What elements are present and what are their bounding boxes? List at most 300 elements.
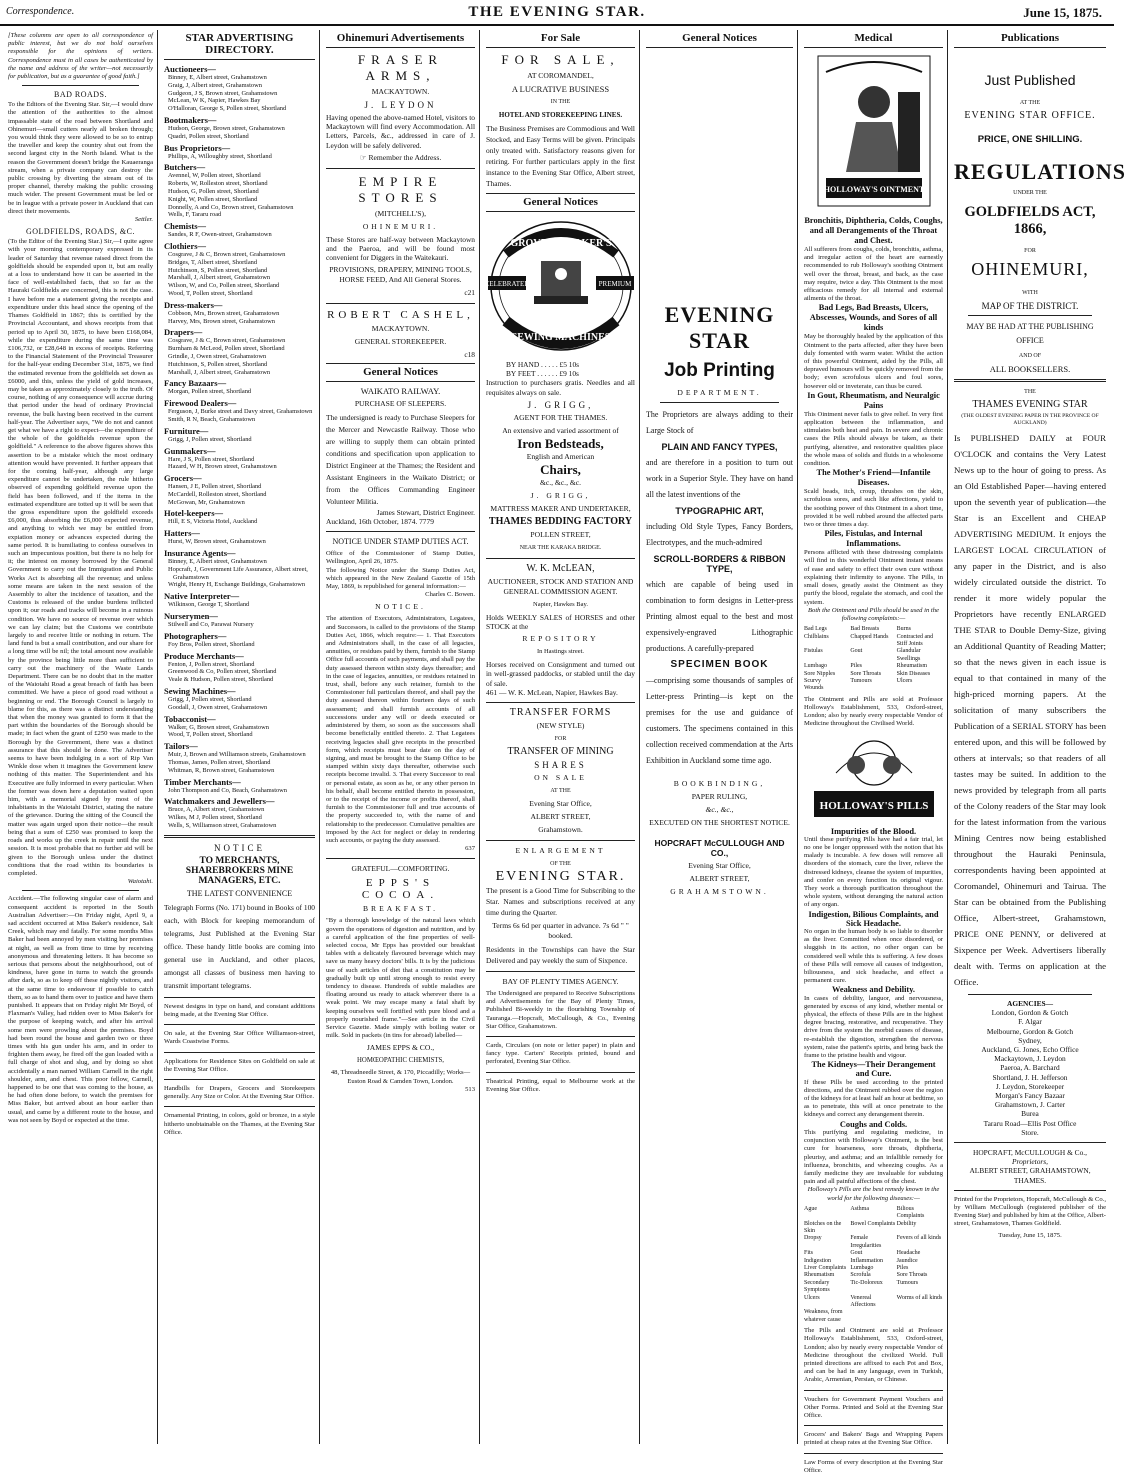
for-sale-header: For Sale	[486, 30, 635, 48]
emblem-bottom-text: SEWING MACHINES	[511, 332, 611, 343]
stamp-duties-title: NOTICE UNDER STAMP DUTIES ACT.	[332, 537, 469, 547]
empire-stores-title: EMPIRE STORES	[358, 173, 443, 205]
directory-entry: Burnham & McLeod, Pollen street, Shortland	[168, 345, 285, 353]
directory-entry: Wood, T, Pollen street, Shortland	[168, 731, 253, 739]
transfer-style: (NEW STYLE)	[536, 721, 585, 731]
letter-bad-roads-body: To the Editors of the Evening Star. Sir,—I would draw the attention of the authorities to the almost impassable state of the road between Shortland and Ohinemuri—small cutters nearly all broken through; you would think they were allowed to be so to entrap the traveller and keep the country shut out from the second largest city in the North Island. What is the reason the Government doesn't bridge the Kauaeranga stream, when a private company can destroy the public crossing by diverting the stream out of its proper channel, thereby making the public crossing much wider. The present Government must be led or be in league with a private power in Auckland that can direct their movements.	[8, 101, 153, 215]
complaint-item: Tumours	[850, 677, 872, 684]
fraser-arms-title: FRASER ARMS,	[357, 52, 444, 83]
mclean-signature: 461 — W. K. McLean, Napier, Hawkes Bay.	[486, 687, 618, 697]
for-label: FOR	[1024, 248, 1036, 254]
stamp-duties-intro: Office of the Commissioner of Stamp Duties, Wellington, April 26, 1875.	[326, 550, 475, 566]
job-body-1: The Proprietors are always adding to their Large Stock of	[646, 410, 793, 435]
telegraph-notice-subtitle: TO MERCHANTS, SHAREBROKERS MINE MANAGERS, ETC.	[185, 855, 294, 886]
sewing-price-hand: BY HAND . . . . . £5 10s	[506, 360, 580, 369]
cards-ad: Cards, Circulars (on note or letter paper) in plain and fancy type. Carters' Receipts printed, bound and perforated, Evening Star Office.	[486, 1042, 635, 1066]
job-body-3: including Old Style Types, Fancy Borders, Electrotypes, and the much-admired	[646, 522, 793, 547]
regulations-title: REGULATIONS	[954, 159, 1126, 184]
complaint-item: Indigestion	[804, 1257, 831, 1264]
pills-diseases-list	[804, 1206, 943, 1325]
emblem-left-text: CELEBRATED	[484, 280, 530, 288]
fraser-arms-remember: ☞ Remember the Address.	[359, 152, 442, 162]
directory-entry: Hutchinson, S, Pollen street, Shortland	[168, 360, 268, 368]
directory-entry: Veale & Hudson, Pollen street, Shortland	[168, 676, 274, 684]
mclean-number: 461	[486, 687, 498, 697]
directory-entry: Greenwood & Co, Pollen street, Shortland	[168, 668, 277, 676]
stamp-notice-body: The attention of Executors, Administrators, Legatees, and Successors, is called to the provisions of the Stamp Duties Act, 1866, which require:— 1. That Executors and Administrators shall, in the case of all legacies, annuities, or residues paid by them, furnish to the Stamp Office full accounts of such payments, and shall pay the duty assessed thereon within sixty days thereafter; and in the case of legacies, annuities, or residues retained in trust, shall, before any such retainer, furnish to the Commissioner full particulars thereof, and shall pay the duty assessed thereon within fourteen days of such assessment; and shall furnish accounts of all successions under any will or deeds executed or administered by them, so soon as the successors shall become beneficially entitled thereto. 2. That Legatees receiving legacies shall give receipts in the prescribed form, which receipts must bear date on the day of signing, and must be brought to the Stamp Office to be stamped within sixty days thereafter, otherwise such receipts become invalid. 3. That every Successor to real or personal estate, as soon as he, or any other person in his behalf, shall become entitled thereto in possession, or to the receipt of the income or profits thereof, shall furnish to the Commissioner full and true accounts of the property succeeded to, with the name of and relationship to the predecessor. Cumulative penalties are imposed by the Act for neglect or delay in rendering such accounts, or paying the duty assessed.	[326, 615, 475, 844]
ohinemuri-header: Ohinemuri Advertisements	[326, 30, 475, 48]
waikato-railway-title: WAIKATO RAILWAY.	[360, 385, 441, 396]
complaint-item: Liver Complaints	[804, 1264, 847, 1271]
complaint-item: Debility	[896, 1220, 917, 1227]
complaint-item: Worms of all kinds	[896, 1294, 943, 1301]
epps-subtitle: BREAKFAST.	[362, 904, 439, 914]
directory-entry: Binney, E, Albert street, Grahamstown	[168, 558, 267, 566]
specimen-book: SPECIMEN BOOK	[670, 659, 769, 670]
proprietor-town: THAMES.	[1013, 1175, 1047, 1185]
stamp-notice-number: 637	[465, 845, 475, 853]
complaint-item: Lumbago	[804, 663, 827, 670]
pills-para-4: If these Pills be used according to the printed directions, and the Ointment rubbed over the region of the kidneys for at least half an hour at bedtime, so as to penetrate, this will at once penetrate to the kidneys and correct any derangement therein.	[804, 1078, 943, 1119]
complaint-item: Piles	[850, 663, 862, 670]
medical-para-4: Scald heads, itch, croup, thrushes on the skin, scrofulous sores, and such like affections, yield to the soothing power of this Ointment in a short time, provided it be well rubbed around the affected parts two or three times a day.	[804, 488, 943, 529]
directory-category: Bootmakers—	[164, 114, 217, 125]
cashel-title: ROBERT CASHEL,	[327, 308, 474, 321]
directory-entry: Stilwell and Co, Parawai Nursery	[168, 621, 254, 629]
letter-bad-roads-title: BAD ROADS.	[53, 90, 107, 100]
stamp-notice-word: NOTICE.	[375, 602, 426, 612]
holloway-ointment-emblem	[806, 52, 942, 212]
complaint-item: Fevers of all kinds	[896, 1235, 942, 1242]
complaint-item: Piles	[896, 1264, 909, 1271]
cashel-place: MACKAYTOWN.	[371, 323, 430, 333]
agency-line: Melbourne, Gordon & Gotch	[986, 1026, 1074, 1036]
job-etc: &c., &c.,	[705, 805, 734, 814]
directory-entry: McLean, W K, Napier, Hawkes Bay	[168, 97, 261, 105]
directory-entry: Hare, J S, Pollen street, Shortland	[168, 455, 255, 463]
vouchers-ad: Vouchers for Government Payment Vouchers and Other Forms. Printed and Sold at the Evening Star Office.	[804, 1395, 943, 1420]
job-street: ALBERT STREET,	[689, 874, 750, 883]
proprietor-address: ALBERT STREET, GRAHAMSTOWN,	[969, 1166, 1091, 1176]
grigg-agent: AGENT FOR THE THAMES.	[513, 412, 608, 422]
and-of: AND OF	[1018, 353, 1042, 359]
complaint-item: Gout	[850, 648, 863, 655]
medical-para-1: All sufferers from coughs, colds, bronchitis, asthma, and irregular action of the heart are earnestly recommended to rub Holloway's soothing Ointment well over the throat, breast, and back, as the case may require, twice a day. This Ointment is the most efficacious remedy for all internal and external ailments of the throat.	[804, 246, 943, 303]
cashel-number: c18	[464, 349, 475, 359]
pills-heading-4: The Kidneys—Their Derangement and Cure.	[811, 1060, 936, 1079]
paper-ruling: PAPER RULING,	[691, 792, 748, 801]
directory-entry: Grigg, J, Pollen street, Shortland	[168, 435, 252, 443]
directory-entry: Hutchinson, S, Pollen street, Shortland	[168, 266, 268, 274]
directory-entry: John Thompson and Co, Beach, Grahamstown	[168, 786, 287, 794]
grocers-ad: Grocers' and Bakers' Bags and Wrapping Papers printed at cheap rates at the Evening Star Office.	[804, 1431, 943, 1447]
medical-heading-2: Bad Legs, Bad Breasts, Ulcers, Abscesses, Wounds, and Sores of all kinds	[809, 303, 938, 333]
directory-entry: Donnelly, A and Co, Brown street, Grahamstown	[168, 203, 294, 211]
directory-entry: Thomas, James, Pollen street, Shortland	[168, 759, 271, 767]
directory-entry: Gudgeon, J S, Brown street, Grahamstown	[168, 89, 278, 97]
medical-header: Medical	[804, 30, 943, 48]
telegraph-notice-lead: THE LATEST CONVENIENCE	[186, 888, 293, 898]
pills-heading-3: Weakness and Debility.	[831, 985, 916, 995]
directory-category: Grocers—	[164, 473, 202, 484]
column-directory	[160, 30, 320, 1444]
directory-category: Photographers—	[164, 630, 227, 641]
holloway-pills-emblem	[806, 733, 942, 823]
emblem-top-text: GROVER & BAKER'S	[510, 238, 612, 249]
directory-entry: Binney, E, Albert street, Grahamstown	[168, 74, 267, 81]
directory-entry: Wilson, W, and Co, Pollen street, Shortland	[168, 282, 280, 290]
directory-entry: Avennel, W, Pollen street, Shortland	[168, 172, 261, 180]
directory-entry: Hudson, G, Pollen street, Shortland	[168, 187, 259, 195]
agency-line: London, Gordon & Gotch	[991, 1008, 1069, 1018]
complaint-item: Bad Breasts	[850, 626, 880, 633]
typographic-art: TYPOGRAPHIC ART,	[675, 506, 764, 516]
complaint-item: Contracted and Stiff Joints	[896, 633, 934, 647]
pills-heading-1: Impurities of the Blood.	[830, 826, 917, 836]
sewing-instruction: Instruction to purchasers gratis. Needles and all requisites always on sale.	[486, 378, 635, 397]
directory-entry: Quadri, Pollen street, Shortland	[168, 132, 249, 140]
complaint-item: Secondary Symptoms	[804, 1279, 830, 1294]
job-town: GRAHAMSTOWN.	[670, 887, 769, 896]
small-ad: Handbills for Drapers, Grocers and Storekeepers generally. Any Size or Color. At the Evening Star Office.	[164, 1085, 315, 1101]
transfer-street: ALBERT STREET,	[530, 812, 591, 822]
complaint-item: Blotches on the Skin	[804, 1220, 842, 1234]
waikato-number: 7779	[419, 517, 434, 527]
grigg-bedsteads: Iron Bedsteads,	[517, 435, 604, 451]
sale-body: The Business Premises are Commodious and Well Stocked, and Easy Terms will be given. Principals only treated with. Satisfactory reasons given for retiring. For further particulars apply in the first instance to the Evening Star Office, Albert street, Thames.	[486, 124, 635, 188]
directory-category: Insurance Agents—	[164, 548, 236, 559]
masthead	[0, 0, 1114, 26]
directory-category: Sewing Machines—	[164, 686, 236, 697]
mclean-name: W. K. McLEAN,	[526, 562, 595, 574]
complaint-item: Chapped Hands	[850, 633, 889, 640]
publications-header: Publications	[954, 30, 1106, 48]
directory-entry: Cosgrave, J & C, Brown street, Grahamstown	[168, 250, 286, 258]
transfer-title: TRANSFER FORMS	[509, 707, 612, 719]
letter-goldfields-signature: Waiotahi.	[127, 878, 153, 886]
directory-entry: Wilkinson, George T, Shortland	[168, 601, 250, 609]
executed-notice: EXECUTED ON THE SHORTEST NOTICE.	[649, 818, 790, 827]
mclean-body: Horses received on Consignment and turned out in well-grassed paddocks, or stabled until the day of sale.	[486, 660, 635, 688]
directory-entry: Morgan, Pollen street, Shortland	[168, 388, 252, 396]
empire-stores-body: These Stores are half-way between Mackaytown and the Paeroa, and will be found most convenient for Diggers in the Waitekauri.	[326, 234, 475, 263]
mclean-sign-text: W. K. McLean, Napier, Hawkes Bay.	[508, 687, 618, 697]
complaint-item: Weakness, from whatever cause	[804, 1309, 843, 1323]
transfer-at: AT THE	[550, 788, 571, 795]
agency-line: Mackaytown, J. Leydon	[994, 1054, 1066, 1064]
grigg-trade: MATTRESS MAKER AND UNDERTAKER,	[490, 503, 631, 513]
directory-entry: Marshall, J, Albert street, Grahamstown	[168, 274, 271, 282]
agency-line: Shortland, J. H. Jefferson	[992, 1072, 1068, 1082]
sewing-machine-emblem	[486, 216, 636, 356]
directory-category: Clothiers—	[164, 240, 207, 251]
job-office: Evening Star Office,	[688, 861, 751, 870]
directory-entry: Bridges, T, Albert street, Shortland	[168, 258, 258, 266]
job-printing-title: Job Printing	[664, 360, 775, 381]
complaint-item: Gout	[850, 1250, 863, 1257]
complaint-item: Venereal Affections	[850, 1294, 876, 1308]
directory-category: Fancy Bazaars—	[164, 378, 227, 389]
directory-category: Firewood Dealers—	[164, 398, 237, 409]
sale-place: AT COROMANDEL,	[527, 71, 594, 80]
directory-entry: Smith, R N, Beach, Grahamstown	[168, 415, 256, 423]
bay-of-plenty-title: BAY OF PLENTY TIMES AGENCY.	[502, 977, 619, 987]
complaint-item: Asthma	[850, 1205, 869, 1212]
general-notices-header: General Notices	[326, 363, 475, 382]
ointment-sold: The Ointment and Pills are sold at Professor Holloway's Establishment, 533, Oxford-street, London; also by nearly every respectable Vendor of Medicine throughout the Civilised World.	[804, 695, 943, 728]
directory-entry: McCardell, Rolleston street, Shortland	[168, 490, 267, 498]
pills-para-2: No organ in the human body is so liable to disorder as the liver. Committed when once disordered, or sluggish in its action, no other organ can be considered well while this is suffering. A few doses of these Pills will remove all causes of indigestion, biliousness, and sick headache, and effect a permanent cure.	[804, 928, 943, 985]
ointment-list-title: Both the Ointment and Pills should be used in the following complaints:—	[808, 606, 939, 622]
imprint: Printed for the Proprietors, Hopcraft, McCullough & Co., by William McCullough (registered publisher of the Evening Star) and published by him at the Office, Albert-street, Grahamstown, Thames Goldfield.	[954, 1195, 1106, 1228]
directory-entry: Sandes, R F, Owen-street, Grahamstown	[168, 231, 272, 239]
enlargement-body: The present is a Good Time for Subscribing to the Star. Names and subscriptions received at any time during the Quarter.	[486, 886, 635, 918]
sale-title: FOR SALE,	[501, 52, 620, 67]
masthead-left: Correspondence.	[6, 6, 75, 17]
directory-category: Bus Proprietors—	[164, 142, 231, 153]
directory-category: Butchers—	[164, 162, 206, 173]
general-notices-header-3: General Notices	[646, 30, 793, 48]
fraser-arms-remember-text: Remember the Address.	[368, 152, 442, 162]
agency-line: Grahamstown, J. Carter	[994, 1100, 1066, 1110]
medical-para-5: Persons afflicted with these distressing complaints will find in this wonderful Ointment instant means of ease and safety to effect their own cure without explaining their infirmity to anyone. The Pills, in small doses, greatly assist the Ointment as they purify the blood, regulate the stomach, and cool the system.	[804, 549, 943, 606]
grigg-name-2: J. GRIGG,	[530, 490, 591, 500]
grigg-near: NEAR THE KARAKA BRIDGE.	[519, 544, 602, 551]
directory-entry: Fenton, J, Pollen street, Shortland	[168, 660, 255, 668]
directory-entry: Hansen, J E, Pollen street, Shortland	[168, 483, 262, 491]
complaint-item: Sore Throats	[896, 1272, 928, 1279]
accident-article: Accident.—The following singular case of alarm and consequent accident is reported in the South Australian Advertiser:—On Friday night, April 9, a sad accident occurred at Miss Baker's residence, Salt Creek, which may end fatally. For some months Miss Baker had been annoyed by men visiting her premises at night, as well as from time to time by receiving anonymous and threatening letters. It has become so serious that persons about the neighbourhood, out of kindness, have gone in turns to watch the grounds after dark, so as to keep off these nightly visitors, and at the same time to endeavour if possible to catch them, so as to hand them over to justice and have them punished. It appears that on Friday night Mr Boyd, of Flaxman's Valley, had ridden over to Miss Baker's for the purpose of keeping watch, and after his arrival some men were prowling about the premises. Boyd had been round the house and garden two or three times with his gun under his arm, and in order to frighten them away, he fired off the gun loaded with a full charge of shot and slug, and by doing so shot accidentally a man named William Carnell in the right shoulder, arm, and chest. This poor fellow, Carnell, happened to be one that was coming to the house, as he had often done before, to watch the premises for Miss Baker, but arrived about an hour earlier than usual, and came by a different route to the house, and was not seen by Boyd or expected at the time.	[8, 895, 153, 1124]
correspondence-disclaimer: [These columns are open to all correspondence of public interest, but we do not hold ourselves responsible for the opinions of writers. Correspondence must in all cases be authenticated by the name and address of the writer—not necessarily for publication, but as a guarantee of good faith.]	[8, 32, 153, 81]
directory-entry: O'Halloran, George S, Pollen street, Shortland	[168, 105, 287, 113]
epps-firm-trade: HOMŒOPATHIC CHEMISTS,	[357, 1057, 444, 1065]
complaint-item: Lumbago	[850, 1264, 874, 1271]
just-published: Just Published	[984, 72, 1076, 88]
telegraph-notice-title: NOTICE	[214, 842, 265, 853]
directory-category: Gunmakers—	[164, 445, 216, 456]
complaint-item: Bilious Complaints	[896, 1205, 925, 1220]
transfer-on-sale: ON SALE	[534, 773, 587, 783]
emblem-right-text: PREMIUM	[598, 280, 632, 288]
theatrical-ad: Theatrical Printing, equal to Melbourne work at the Evening Star Office.	[486, 1077, 635, 1093]
complaint-item: Tic-Doloreux	[850, 1279, 883, 1286]
transfer-subtitle: TRANSFER OF MINING	[507, 746, 614, 758]
epps-lead: GRATEFUL—COMFORTING.	[351, 864, 450, 874]
medical-heading-1: Bronchitis, Diphtheria, Colds, Coughs, and all Derangements of the Throat and Chest.	[804, 216, 943, 245]
directory-category: Timber Merchants—	[164, 776, 241, 787]
directory-entry: Wright, Henry H, Exchange Buildings, Grahamstown	[168, 581, 306, 589]
department-label: DEPARTMENT.	[677, 388, 762, 397]
column-correspondence	[4, 30, 158, 1444]
agency-line: Paeroa, A. Barchard	[1000, 1063, 1060, 1073]
epps-body: "By a thorough knowledge of the natural laws which govern the operations of digestion and nutrition, and by a careful application of the fine properties of well-selected cocoa, Mr Epps has provided our breakfast tables with a delicately flavoured beverage which may save us many heavy doctors' bills. It is by the judicious use of such articles of diet that a constitution may be gradually built up until strong enough to resist every tendency to disease. Hundreds of subtle maladies are floating around us ready to attack wherever there is a weak point. We may escape many a fatal shaft by keeping ourselves well fortified with pure blood and a properly nourished frame."—See article in the Civil Service Gazette. Made simply with boiling water or milk. Sold in packets (in tins for abroad) labelled—	[326, 917, 475, 1040]
agencies-title: AGENCIES—	[1007, 999, 1053, 1008]
directory-entry: Wells, S, Williamson street, Grahamstown	[168, 822, 277, 830]
sale-in: IN THE	[550, 99, 571, 105]
imprint-date: Tuesday, June 15, 1875.	[998, 1231, 1062, 1239]
grigg-name: J. GRIGG,	[527, 399, 594, 410]
column-job-printing	[642, 30, 798, 1444]
the-label: THE	[1024, 389, 1036, 395]
fraser-arms-place: MACKAYTOWN.	[371, 87, 430, 96]
waikato-date-text: Auckland, 16th October, 1874.	[326, 517, 418, 527]
letter-bad-roads-signature: Settler.	[134, 216, 153, 224]
complaint-item: Rheumatism	[804, 1272, 835, 1279]
directory-header: STAR ADVERTISING DIRECTORY.	[164, 30, 315, 60]
complaint-item: Rheumatism	[896, 663, 927, 670]
general-notices-header-2: General Notices	[486, 193, 635, 212]
directory-entry: Grindle, J, Owen street, Grahamstown	[168, 352, 267, 360]
small-ad: Newest designs in type on hand, and constant additions being made, at the Evening Star Office.	[164, 1002, 315, 1019]
agency-line: Sydney,	[1018, 1035, 1042, 1045]
pills-para-1: Until these purifying Pills have had a fair trial, let no one be longer oppressed with the notion that his malady is incurable. A few doses will remove all disorders of the stomach, cure the liver, relieve the distressed kidneys, cleanse the system of impurities, and confer on every function its original vigour. They work a thorough purification throughout the whole system, without deranging the natural action of any organ.	[804, 835, 943, 909]
fraser-arms-body: Having opened the above-named Hotel, visitors to Mackaytown will find every Accommodation. All Letters, Parcels, &c., addressed in care of J. Leydon will be safely delivered.	[326, 113, 475, 150]
directory-category: Hatters—	[164, 528, 200, 539]
directory-entry: Graig, J, Albert street, Grahamstown	[168, 81, 262, 89]
agency-line: Auckland, G. Jones, Echo Office	[981, 1045, 1079, 1055]
oldest-paper: (THE OLDEST EVENING PAPER IN THE PROVINCE OF AUCKLAND)	[961, 413, 1099, 426]
map-title: MAP OF THE DISTRICT.	[981, 301, 1079, 311]
complaint-item: Sore Nipples	[804, 670, 836, 677]
pills-list-title: Holloway's Pills are the best remedy known in the world for the following diseases:—	[807, 1186, 940, 1202]
empire-stores-number: c21	[464, 288, 475, 298]
grigg-assortment: An extensive and varied assortment of	[502, 425, 619, 435]
pills-para-3: In cases of debility, languor, and nervousness, generated by excess of any kind, whether mental or physical, the effects of these Pills are in the highest degree bracing, restorative, and recuperative. They drive from the system the morbid causes of disease, re-establish the digestion, strengthen the nervous system, raise the patient's spirits, and bring back the frame to the pristine health and vigour.	[804, 994, 943, 1060]
complaint-item: Ague	[804, 1205, 817, 1212]
complaint-item: Sore Throats	[850, 670, 882, 677]
directory-category: Hotel-keepers—	[164, 508, 224, 519]
agency-line: Morgan's Fancy Bazaar	[995, 1091, 1065, 1101]
agency-line: Store.	[1021, 1127, 1039, 1137]
directory-category: Tobacconist—	[164, 713, 216, 724]
directory-category: Nurserymen—	[164, 611, 218, 622]
cashel-trade: GENERAL STOREKEEPER.	[354, 336, 447, 346]
newspaper-title: THE EVENING STAR.	[468, 4, 646, 20]
complaint-item: Headache	[896, 1250, 921, 1257]
directory-entry: Hazard, W H, Brown street, Grahamstown	[168, 463, 277, 471]
directory-entry: Foy Bros, Pollen street, Shortland	[168, 640, 255, 648]
small-ad: On sale, at the Evening Star Office Williamson-street, Wards Coastwise Forms.	[164, 1030, 315, 1046]
directory-category: Drapers—	[164, 327, 203, 338]
mclean-street: In Hastings street.	[536, 648, 585, 656]
directory-entry: Whitman, R, Brown street, Grahamstown	[168, 766, 275, 774]
evening-star-title: EVENING STAR	[664, 302, 775, 353]
directory-category: Tailors—	[164, 741, 198, 752]
complaint-item: Female Irregularities	[850, 1235, 882, 1249]
directory-entry: Cosgrave, J & C, Brown street, Grahamstown	[168, 337, 286, 345]
stamp-duties-signature: Charles C. Bowen.	[425, 591, 475, 599]
mclean-trade: AUCTIONEER, STOCK AND STATION AND GENERAL COMMISSION AGENT.	[487, 576, 634, 596]
proprietors-label: Proprietors,	[1011, 1157, 1049, 1167]
thames-evening-star: THAMES EVENING STAR	[972, 399, 1088, 410]
directory-entry: Marshall, J, Albert street, Grahamstown	[168, 368, 271, 376]
complaint-item: Ulcers	[896, 677, 913, 684]
letter-goldfields-title: GOLDFIELDS, ROADS, &C.	[25, 227, 135, 237]
complaint-item: Bowel Complaints	[850, 1220, 896, 1227]
column-publications	[950, 30, 1126, 1444]
plain-fancy-types: PLAIN AND FANCY TYPES,	[661, 442, 778, 452]
complaint-item: Bad Legs	[804, 626, 827, 633]
telegraph-notice-body: Telegraph Forms (No. 171) bound in Books of 100 each, with Block for keeping memorandum of telegrams, Just Published at the Evening Star office. These handy little books are coming into general use in Auckland, and other places, amongst all classes of business men having to transmit important telegrams.	[164, 902, 315, 990]
pills-heading-5: Coughs and Colds.	[839, 1119, 908, 1129]
bay-of-plenty-body: The Undersigned are prepared to Receive Subscriptions and Advertisements for the Bay of Plenty Times, Published Bi-weekly in the flourishing Township of Tauranga.—Hopcraft, McCullough, & Co., Evening Star Office, Grahamstown.	[486, 990, 635, 1030]
job-body-5: —comprising some thousands of samples of Letter-press Printing—is kept on the premises for the use and guidance of customers. The specimens contained in this collection received commendation at the Arts Exhibition in Auckland some time ago.	[646, 676, 793, 765]
directory-list	[164, 64, 315, 830]
directory-entry: Hopcraft, J, Government Life Assurance, Albert street, Grahamstown	[168, 565, 308, 581]
directory-category: Native Interpreter—	[164, 591, 240, 602]
directory-entry: Harvey, Mrs, Brown street, Grahamstown	[168, 317, 275, 325]
complaint-item: Inflammation	[850, 1257, 883, 1264]
law-forms-ad: Law Forms of every description at the Evening Star Office.	[804, 1458, 943, 1474]
enlargement-title: ENLARGEMENT	[515, 846, 606, 856]
with-label: WITH	[1022, 290, 1038, 296]
complaint-item: Dropsy	[804, 1235, 822, 1242]
job-body-4: which are capable of being used in combination to form designs in Letter-press Printing almost equal to the best and most expensively-engraved Lithographic productions. A carefully-prepared	[646, 580, 793, 653]
column-medical	[800, 30, 948, 1474]
sale-subtitle: A LUCRATIVE BUSINESS	[511, 84, 610, 94]
complaint-item: Fistulas	[804, 648, 823, 655]
job-body-2: and are therefore in a position to turn out work in a Superior Style. They have on hand all the latest inventions of the	[646, 458, 793, 499]
pills-banner-text: HOLLOWAY'S PILLS	[819, 799, 928, 812]
directory-entry: Muir, J, Brown and Williamson streets, Grahamstown	[168, 751, 306, 759]
directory-entry: Hudson, George, Brown street, Grahamstown	[168, 124, 285, 132]
enlargement-paper: EVENING STAR.	[495, 869, 626, 885]
directory-entry: Hill, E S, Victoria Hotel, Auckland	[168, 518, 258, 526]
medical-heading-5: Piles, Fistulas, and Internal Inflammations.	[824, 529, 923, 549]
waikato-railway-subtitle: PURCHASE OF SLEEPERS.	[354, 398, 447, 408]
complaint-item: Ulcers	[804, 1294, 820, 1301]
agency-line: Tararu Road—Ellis Post Office	[983, 1118, 1077, 1128]
directory-entry: Wilkes, M J, Pollen street, Shortland	[168, 814, 262, 822]
proprietor-firm: HOPCRAFT, McCULLOUGH & Co.,	[972, 1148, 1087, 1158]
directory-entry: Wood, T, Pollen street, Shortland	[168, 289, 253, 297]
complaint-item: Wounds	[804, 685, 824, 692]
waikato-railway-body: The undersigned is ready to Purchase Sleepers for the Mercer and Newcastle Railway. Those who are willing to supply them can obtain printed conditions and specification upon application to District Engineer at the Thames; the Resident and Assistant Engineers in the Waikato District; or from the Offices Commanding Engineer Volunteer Militia.	[326, 412, 475, 506]
agency-line: Burea	[1021, 1109, 1039, 1119]
empire-stores-place: OHINEMURI.	[362, 221, 439, 231]
epps-number: 513	[465, 1085, 475, 1093]
epps-address: 48, Threadneedle Street, & 170, Piccadilly; Works—Euston Road & Camden Town, London.	[330, 1069, 471, 1085]
directory-entry: Wells, F, Tararu road	[168, 211, 222, 219]
pills-para-5: This purifying and regulating medicine, in conjunction with Holloway's Ointment, is the best cure for hoarseness, sore throats, diphtheria, pleurisy, and asthma; and an infallible remedy for influenza, bronchitis, and wheezing coughs. As a family medicine they are invaluable for subduing pain and all painful affections of the chest.	[804, 1128, 943, 1186]
directory-entry: Walker, G, Brown street, Grahamstown	[168, 723, 269, 731]
medical-para-3: This Ointment never fails to give relief. In very first application between the inflammation, and stimulates both heat and pain. In severe and chronic cases the Pills should always be taken, as their purifying, alterative, and restorative qualities place the whole mass of solids and fluids in a wholesome condition.	[804, 410, 943, 468]
pills-heading-2: Indigestion, Bilious Complaints, and Sick Headache.	[808, 909, 939, 928]
transfer-town: Grahamstown.	[538, 825, 583, 835]
ohinemuri-title: OHINEMURI,	[971, 259, 1089, 279]
complaint-item: Jaundice	[896, 1257, 918, 1264]
medical-para-2: May be thoroughly healed by the application of this Ointment to the parts affected, after they have been duly fomented with warm water. Whilst the action of this powerful Ointment, aided by the Pills, all depraved humours will be quickly removed from the body; even scrofulous ulcers and foul sores, however old or inveterate, can thus be cured.	[804, 333, 943, 390]
agency-line: F. Algar	[1018, 1017, 1042, 1027]
transfer-shares: SHARES	[534, 760, 587, 771]
directory-entry: Phillips, A, Willoughby street, Shortland	[168, 152, 272, 160]
small-ad: Ornamental Printing, in colors, gold or bronze, in a style hitherto unobtainable on the Thames, at the Evening Star Office.	[164, 1112, 315, 1136]
under-the: UNDER THE	[1013, 190, 1047, 196]
column-for-sale	[482, 30, 640, 1444]
directory-entry: Hurst, W, Brown street, Grahamstown	[168, 538, 266, 546]
directory-entry: Cobbson, Mrs, Brown street, Grahamstown	[168, 309, 280, 317]
directory-entry: Ferguson, J, Burke street and Davy street, Grahamstown	[168, 408, 313, 416]
directory-category: Dress-makers—	[164, 299, 223, 310]
price: PRICE, ONE SHILLING.	[977, 134, 1083, 145]
complaint-item: Fits	[804, 1250, 814, 1257]
directory-entry: Grigg, J, Pollen street, Shortland	[168, 696, 252, 704]
waikato-railway-date	[326, 517, 475, 526]
pills-sold: The Pills and Ointment are sold at Professor Holloway's Establishment, 533, Oxford-street, London; also by nearly every respectable Vendor of Medicine throughout the civilized World. Full printed directions are affixed to each Pot and Box, and can be had in any language, even in Turkish, Arabic, Armenian, Persian, or Chinese.	[804, 1327, 943, 1384]
transfer-for: FOR	[554, 736, 567, 743]
transfer-office: Evening Star Office,	[529, 799, 592, 809]
directory-entry: Bruce, A, Albert street, Grahamstown	[168, 806, 265, 814]
